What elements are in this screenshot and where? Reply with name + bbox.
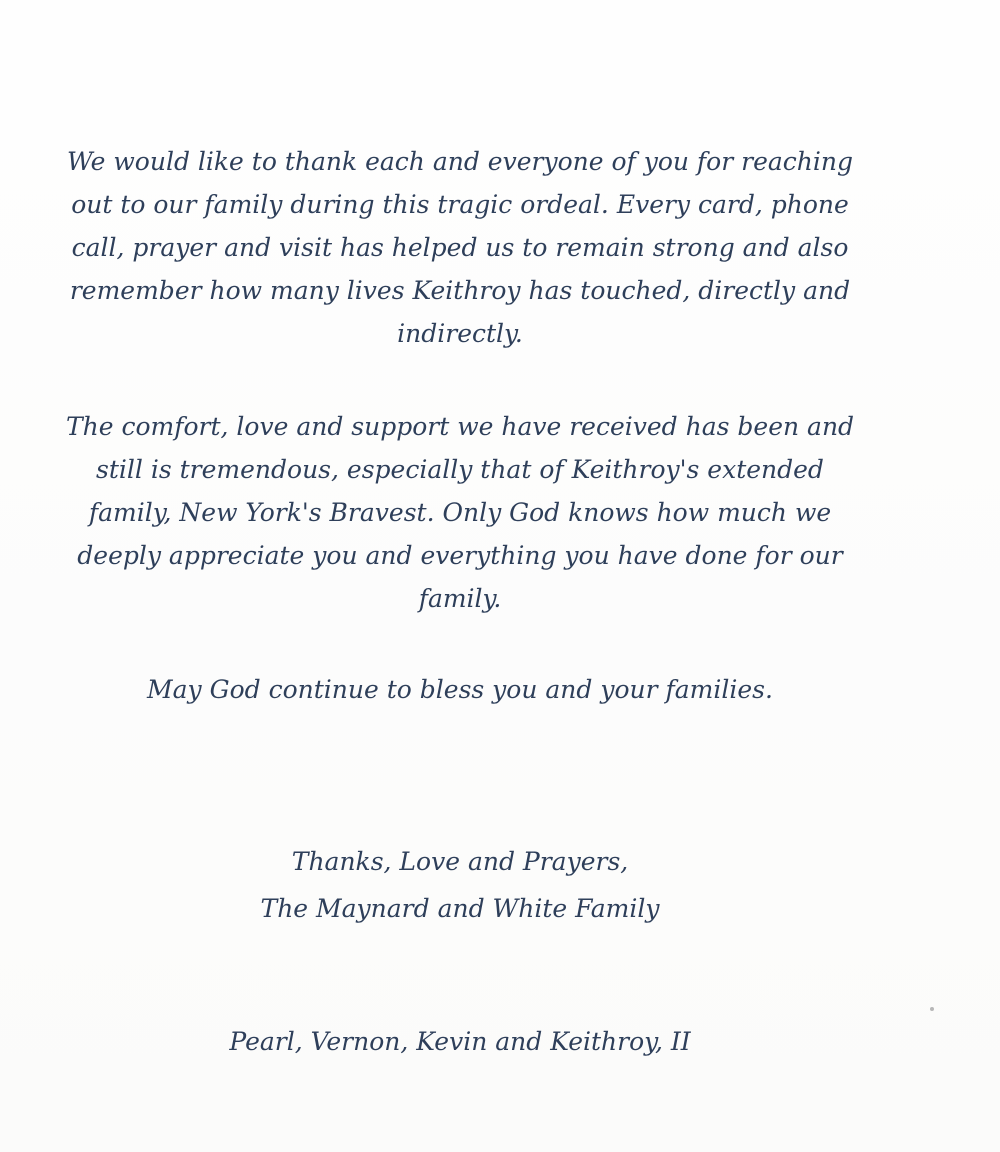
text-line: The Maynard and White Family [260, 894, 660, 923]
closing-salutation [30, 840, 890, 883]
paper-speck [930, 1007, 934, 1011]
family-member-names [30, 1020, 890, 1063]
text-line: The comfort, love and support we have received has been and [65, 412, 855, 441]
text-line: indirectly. [397, 319, 523, 348]
text-line: out to our family during this tragic ordeal. Every card, phone [71, 190, 849, 219]
text-line: deeply appreciate you and everything you have done for our [77, 541, 843, 570]
text-line: family, New York's Bravest. Only God knows how much we [88, 498, 832, 527]
paragraph-comfort [30, 405, 890, 620]
text-line: We would like to thank each and everyone of you for reaching [67, 147, 853, 176]
text-line: May God continue to bless you and your families. [147, 675, 773, 704]
family-signature [30, 887, 890, 930]
paragraph-blessing [30, 668, 890, 711]
text-line: call, prayer and visit has helped us to remain strong and also [71, 233, 849, 262]
text-line: Pearl, Vernon, Kevin and Keithroy, II [229, 1027, 691, 1056]
paragraph-thank-you [30, 140, 890, 355]
text-line: still is tremendous, especially that of Keithroy's extended [96, 455, 824, 484]
text-line: remember how many lives Keithroy has touched, directly and [69, 276, 851, 305]
text-line: Thanks, Love and Prayers, [291, 847, 629, 876]
text-line: family. [418, 584, 502, 613]
